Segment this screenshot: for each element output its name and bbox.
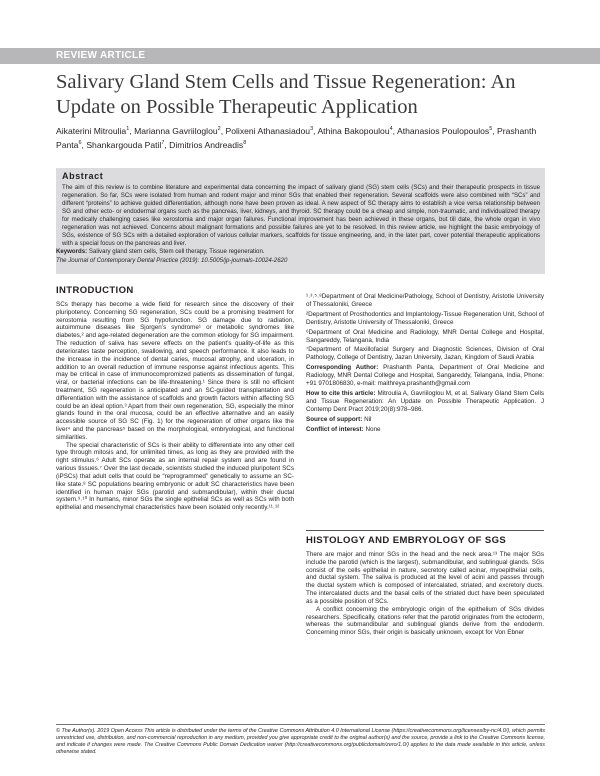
corresponding-author	[306, 364, 544, 388]
keywords-label: Keywords:	[56, 248, 88, 255]
keywords-value: Salivary gland stem cells, Stem cell therapy, Tissue regeneration.	[88, 248, 265, 255]
source-of-support	[306, 416, 544, 424]
author-name: Aikaterini Mitroulia	[56, 126, 127, 136]
article-title: Salivary Gland Stem Cells and Tissue Regeneration: An Update on Possible Therapeutic Application	[56, 71, 516, 118]
introduction-column	[56, 285, 294, 512]
author-affiliation-mark: 7	[161, 140, 165, 147]
article-type-band	[0, 48, 600, 64]
author-affiliation-mark: 2	[217, 126, 221, 133]
author-affiliation-mark: 5	[489, 126, 493, 133]
affiliation-2: ²Department of Prosthodontics and Implantology-Tissue Regeneration Unit, School of Dentistry, Aristotle University of Thessaloniki, Greece	[306, 310, 544, 326]
histology-heading: HISTOLOGY AND EMBRYOLOGY OF SGS	[306, 535, 507, 546]
author-name: Shankargouda Patil	[86, 140, 162, 150]
keywords-line	[56, 248, 534, 256]
corresponding-text: Prashanth Panta, Department of Oral Medicine and Radiology, MNR Dental College and Hospital, Sangareddy, Telangana, India, Phone: +91 9701806830, e-mail: maithreya.prashanth@gmail.com	[306, 364, 544, 388]
affiliations-column	[306, 293, 544, 436]
how-to-cite-label: How to cite this article:	[306, 389, 376, 397]
license-footer: © The Author(s). 2019 Open Access This article is distributed under the terms of the Creative Commons Attribution 4.0 International License (https://creativecommons.org/licenses/by-nc/4.0/), which permits unrestricted use, distribution, and non-commercial reproduction in any medium, provided you give appropriate credit to the original author(s) and the source, provide a link to the Creative Commons license, and indicate if changes were made. The Creative Commons Public Domain Dedication waiver (http://creativecommons.org/publicdomain/zero/1.0/) applies to the data made available in this article, unless otherwise stated.	[56, 728, 545, 756]
histology-column	[306, 535, 544, 637]
histology-paragraph-2: A conflict concerning the embryologic origin of the epithelium of SGs divides researchers. Specifically, citations refer that the parotid originates from the ectoderm, whereas the submandibular and sublingual glands derive from the endoderm. Concerning minor SGs, their origin is basically unknown, except for Von Ebner	[306, 605, 544, 637]
citation-line: The Journal of Contemporary Dental Practice (2019): 10.5005/jp-journals-10024-2620	[56, 257, 288, 264]
author-name: Athina Bakopoulou	[317, 126, 390, 136]
author-name: Dimitrios Andreadis	[169, 140, 244, 150]
author-affiliation-mark: 6	[78, 140, 82, 147]
author-affiliation-mark: 3	[310, 126, 314, 133]
author-affiliation-mark: 8	[243, 140, 247, 147]
abstract-text: The aim of this review is to combine literature and experimental data concerning the impact of salivary gland (SG) stem cells (SCs) and their therapeutic prospects in tissue regeneration. So far, SCs were isolated from human and rodent major and minor SGs that enabled their regeneration. Several scaffolds were also combined with “SCs” and different “proteins” to achieve guided differentiation, although none have been proven as ideal. A new aspect of SC therapy aims to establish a vice versa relationship between SG and other ecto- or endodermal organs such as the pancreas, liver, kidneys, and thyroid. SC therapy could be a cheap and simple, non-traumatic, and individualized therapy for medically challenging cases like xerostomia and major organ failures. Functional improvement has been achieved in these organs, but till date, the whole organ in vivo regeneration was not achieved. Concerns about malignant formations and possible failures are yet to be resolved. In this review article, we highlight the basic embryology of SGs, existence of SG SCs with a detailed exploration of various cellular markers, scaffolds for tissue engineering, and, in the later part, cover potential therapeutic applications with a special focus on the pancreas and liver.	[62, 184, 540, 248]
author-name: Athanasios Poulopoulos	[396, 126, 490, 136]
author-list: Aikaterini Mitroulia$^1$, Marianna Gavriiloglou$^2$, Polixeni Athanasiadou$^3$, Athina Bakopoulou$^4$, Athanasios Poulopoulos$^5$, Prashanth Panta$^6$, Shankargouda Patil$^7$, Dimitrios Andreadis$^8$	[56, 126, 537, 150]
article-type-label: REVIEW ARTICLE	[56, 50, 146, 61]
conflict-value: None	[365, 425, 381, 433]
introduction-paragraph-2: The special characteristic of SCs is their ability to differentiate into any other cell type through mitosis and, for unlimited times, as long as they are provided with the right stimulus.⁶ Adult SCs operate as an internal repair system and are found in various tissues.⁷ Over the last decade, scientists studied the induced pluripotent SCs (iPSCs) that adult cells that could be “reprogrammed” genetically to assume an SC-like state.⁸ SC populations bearing embryonic or adult SC characteristics have been identified in human major SGs (parotid and submandibular), within their ductal system.⁹˒¹⁰ In humans, minor SGs the single epithelial SCs as well as SCs with both epithelial and mesenchymal characteristics have been isolated only recently.¹¹˒¹²	[56, 441, 294, 512]
how-to-cite	[306, 390, 544, 414]
author-name: Marianna Gavriiloglou	[134, 126, 218, 136]
abstract-heading: Abstract	[62, 171, 104, 181]
conflict-label: Conflict of interest:	[306, 425, 364, 433]
author-name: Polixeni Athanasiadou	[225, 126, 311, 136]
histology-paragraph-1: There are major and minor SGs in the head and the neck area.¹³ The major SGs include the parotid (which is the largest), submandibular, and sublingual glands. SGs consist of the cells epithelial in nature, secretory called acinar, myoepithelial cells, and ductal system. The saliva is produced at the level of acini and passes through the ductal system which is composed of intercalated, striated, and excretory ducts. The intercalated ducts and the basal cells of the striated duct have been speculated as a possible position of SCs.	[306, 551, 544, 605]
footer-rule	[56, 724, 545, 725]
corresponding-label: Corresponding Author:	[306, 364, 379, 372]
conflict-of-interest	[306, 426, 544, 434]
affiliation-1: ¹˒³˒⁵˒⁸Department of Oral Medicine/Pathology, School of Dentistry, Aristotle University of Thessaloniki, Greece	[306, 293, 544, 308]
affiliation-3: ⁶Department of Oral Medicine and Radiology, MNR Dental College and Hospital, Sangareddy, Telangana, India	[306, 328, 544, 344]
author-name: Prashanth Panta	[56, 126, 537, 150]
affiliation-4: ⁷Department of Maxillofacial Surgery and Diagnostic Sciences, Division of Oral Pathology, College of Dentistry, Jazan University, Jazan, Kingdom of Saudi Arabia	[306, 346, 544, 362]
how-to-cite-text: Mitroulia A, Gavriiloglou M, et al. Salivary Gland Stem Cells and Tissue Regeneration: An Update on Possible Therapeutic Application. J Contemp Dent Pract 2019;20(8):978–986.	[306, 389, 544, 413]
introduction-paragraph-1: SCs therapy has become a wide field for research since the discovery of their pluripotency. Concerning SG regeneration, SCs could be a promising treatment for xerostomia resulting from SG hypofunction. SG damage due to radiation, autoimmune diseases like Sjorgen’s syndrome¹ or metabolic syndromes like diabetes,² and age-related degeneration are the common etiology for SG impairment. The reduction of saliva has severe effects on the patient’s quality-of-life as this deteriorates taste perception, swallowing, and speech performance. It also leads to the increase in the incidence of dental caries, mucosal atrophy, and ulceration, in addition to an overall reduction of immune response against infectious agents. This may be critical in case of immunocompromized patients as dissemination of fungal, viral, or bacterial infections can be life-threatening.¹ Since there is still no efficient treatment, SG regeneration is anticipated and an SC-guided transplantation and differentiation with the assistance of scaffolds and growth factors within affecting SG could be an ideal option.³ Apart from their own regeneration, SG, especially the minor glands found in the oral mucosa, could be an effective alternative and an easily accessible source of SG SC (Fig. 1) for the regeneration of other organs like the liver⁴ and the pancreas⁵ based on the morphological, embryological, and functional similarities.	[56, 301, 294, 441]
author-affiliation-mark: 4	[389, 126, 393, 133]
support-label: Source of support:	[306, 415, 363, 423]
divider-rule	[306, 530, 544, 531]
introduction-heading: INTRODUCTION	[56, 285, 134, 296]
author-affiliation-mark: 1	[126, 126, 130, 133]
support-value: Nil	[364, 415, 372, 423]
